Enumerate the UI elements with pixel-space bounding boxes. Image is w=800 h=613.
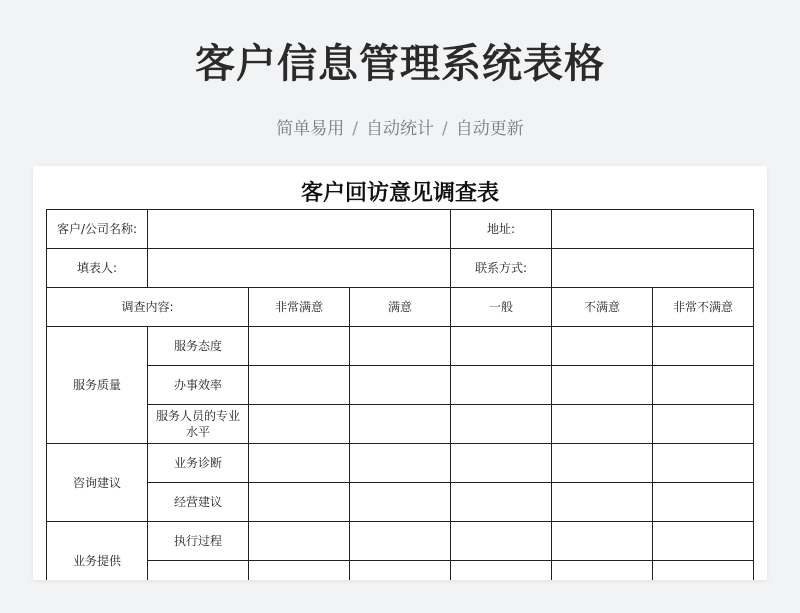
table-row bbox=[47, 483, 754, 522]
rating-header: 一般 bbox=[451, 288, 552, 327]
item-label bbox=[148, 561, 249, 581]
rating-cell[interactable] bbox=[350, 522, 451, 561]
rating-header: 不满意 bbox=[552, 288, 653, 327]
item-label: 执行过程 bbox=[148, 522, 249, 561]
customer-label: 客户/公司名称: bbox=[47, 210, 148, 249]
rating-cell[interactable] bbox=[249, 522, 350, 561]
rating-cell[interactable] bbox=[249, 483, 350, 522]
filler-label: 填表人: bbox=[47, 249, 148, 288]
rating-cell[interactable] bbox=[653, 366, 754, 405]
page-subtitle bbox=[0, 114, 800, 139]
subtitle-separator: / bbox=[352, 119, 358, 139]
survey-table bbox=[46, 209, 754, 580]
address-label: 地址: bbox=[451, 210, 552, 249]
rating-cell[interactable] bbox=[451, 561, 552, 581]
table-row bbox=[47, 288, 754, 327]
address-field[interactable] bbox=[552, 210, 754, 249]
survey-sheet bbox=[33, 166, 767, 580]
customer-field[interactable] bbox=[148, 210, 451, 249]
rating-header: 非常不满意 bbox=[653, 288, 754, 327]
rating-header: 非常满意 bbox=[249, 288, 350, 327]
rating-cell[interactable] bbox=[552, 405, 653, 444]
rating-cell[interactable] bbox=[552, 327, 653, 366]
item-label: 经营建议 bbox=[148, 483, 249, 522]
table-row bbox=[47, 366, 754, 405]
rating-cell[interactable] bbox=[653, 522, 754, 561]
table-row bbox=[47, 210, 754, 249]
group-label: 业务提供 bbox=[47, 522, 148, 581]
rating-cell[interactable] bbox=[451, 483, 552, 522]
rating-cell[interactable] bbox=[552, 483, 653, 522]
rating-cell[interactable] bbox=[653, 561, 754, 581]
rating-cell[interactable] bbox=[451, 366, 552, 405]
item-label: 业务诊断 bbox=[148, 444, 249, 483]
rating-header: 满意 bbox=[350, 288, 451, 327]
table-row bbox=[47, 561, 754, 581]
rating-cell[interactable] bbox=[552, 522, 653, 561]
rating-cell[interactable] bbox=[249, 366, 350, 405]
subtitle-item: 自动更新 bbox=[455, 119, 524, 139]
rating-cell[interactable] bbox=[350, 327, 451, 366]
rating-cell[interactable] bbox=[350, 561, 451, 581]
rating-cell[interactable] bbox=[249, 561, 350, 581]
survey-content-label: 调查内容: bbox=[47, 288, 249, 327]
item-label: 办事效率 bbox=[148, 366, 249, 405]
rating-cell[interactable] bbox=[653, 483, 754, 522]
rating-cell[interactable] bbox=[552, 444, 653, 483]
rating-cell[interactable] bbox=[653, 405, 754, 444]
page-title: 客户信息管理系统表格 bbox=[195, 41, 605, 87]
rating-cell[interactable] bbox=[653, 444, 754, 483]
subtitle-separator: / bbox=[442, 119, 448, 139]
form-title: 客户回访意见调查表 bbox=[300, 181, 499, 206]
rating-cell[interactable] bbox=[350, 483, 451, 522]
rating-cell[interactable] bbox=[350, 405, 451, 444]
rating-cell[interactable] bbox=[451, 522, 552, 561]
subtitle-item: 简单易用 bbox=[276, 119, 345, 139]
rating-cell[interactable] bbox=[451, 444, 552, 483]
rating-cell[interactable] bbox=[552, 366, 653, 405]
table-row bbox=[47, 249, 754, 288]
item-label: 服务态度 bbox=[148, 327, 249, 366]
rating-cell[interactable] bbox=[249, 327, 350, 366]
filler-field[interactable] bbox=[148, 249, 451, 288]
rating-cell[interactable] bbox=[653, 327, 754, 366]
group-label: 咨询建议 bbox=[47, 444, 148, 522]
rating-cell[interactable] bbox=[350, 366, 451, 405]
rating-cell[interactable] bbox=[451, 327, 552, 366]
contact-label: 联系方式: bbox=[451, 249, 552, 288]
contact-field[interactable] bbox=[552, 249, 754, 288]
item-label: 服务人员的专业水平 bbox=[148, 405, 249, 444]
table-row bbox=[47, 405, 754, 444]
rating-cell[interactable] bbox=[451, 405, 552, 444]
group-label: 服务质量 bbox=[47, 327, 148, 444]
rating-cell[interactable] bbox=[249, 444, 350, 483]
table-row bbox=[47, 327, 754, 366]
table-row bbox=[47, 522, 754, 561]
rating-cell[interactable] bbox=[350, 444, 451, 483]
subtitle-item: 自动统计 bbox=[366, 119, 434, 139]
table-row bbox=[47, 444, 754, 483]
rating-cell[interactable] bbox=[249, 405, 350, 444]
rating-cell[interactable] bbox=[552, 561, 653, 581]
